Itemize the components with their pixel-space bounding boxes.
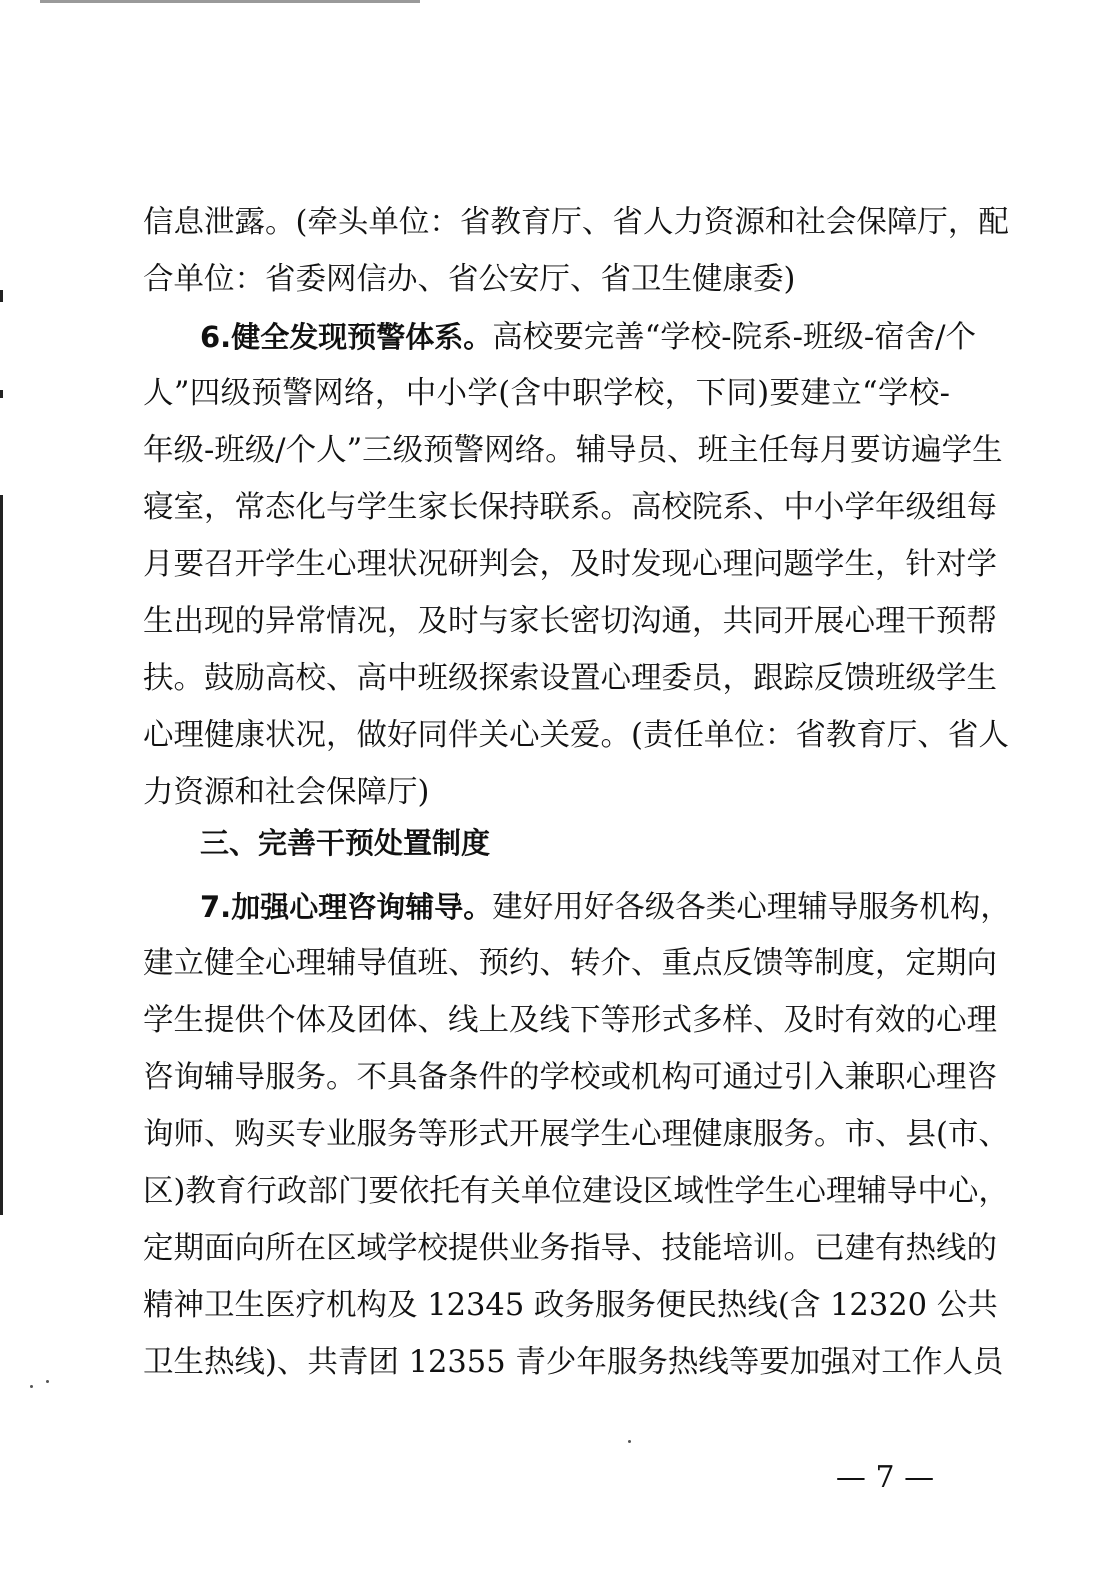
page-number: — 7 —: [835, 1460, 935, 1495]
text-line: 生出现的异常情况，及时与家长密切沟通，共同开展心理干预帮: [143, 604, 997, 639]
text-line: 定期面向所在区域学校提供业务指导、技能培训。已建有热线的: [143, 1231, 997, 1266]
scan-left-edge-mark: [0, 495, 3, 1215]
item-7-text: 建好用好各级各类心理辅导服务机构，: [492, 890, 1011, 925]
text-line: 力资源和社会保障厅): [143, 775, 430, 810]
text-line: 信息泄露。(牵头单位：省教育厅、省人力资源和社会保障厅，配: [143, 205, 1009, 240]
scan-left-edge-mark: [0, 290, 3, 302]
text-line: 学生提供个体及团体、线上及线下等形式多样、及时有效的心理: [143, 1003, 997, 1038]
text-line: 咨询辅导服务。不具备条件的学校或机构可通过引入兼职心理咨: [143, 1060, 997, 1095]
text-line: 年级-班级/个人”三级预警网络。辅导员、班主任每月要访遍学生: [143, 433, 1003, 468]
section-heading: 三、完善干预处置制度: [200, 826, 491, 860]
item-7-first-line: [200, 889, 1011, 925]
item-6-text: 高校要完善“学校-院系-班级-宿舍/个: [492, 320, 976, 355]
text-line: 心理健康状况，做好同伴关心关爱。(责任单位：省教育厅、省人: [143, 718, 1009, 753]
scan-left-edge-mark: [0, 390, 3, 398]
text-line: 询师、购买专业服务等形式开展学生心理健康服务。市、县(市、: [143, 1117, 1009, 1152]
text-line: 寝室，常态化与学生家长保持联系。高校院系、中小学年级组每: [143, 490, 997, 525]
text-line: 建立健全心理辅导值班、预约、转介、重点反馈等制度，定期向: [143, 946, 997, 981]
text-line: 月要召开学生心理状况研判会，及时发现心理问题学生，针对学: [143, 547, 997, 582]
item-6-first-line: [200, 319, 976, 355]
scan-top-smudge: [40, 0, 420, 3]
scan-speck: [30, 1385, 33, 1388]
text-line: 精神卫生医疗机构及 12345 政务服务便民热线(含 12320 公共: [143, 1288, 998, 1323]
text-line: 扶。鼓励高校、高中班级探索设置心理委员，跟踪反馈班级学生: [143, 661, 997, 696]
text-line: 人”四级预警网络，中小学(含中职学校，下同)要建立“学校-: [143, 376, 950, 411]
scan-speck: [46, 1380, 49, 1383]
scan-speck: [628, 1440, 631, 1443]
item-6-heading: 6.健全发现预警体系。: [200, 320, 493, 354]
text-line: 卫生热线)、共青团 12355 青少年服务热线等要加强对工作人员: [143, 1345, 1004, 1380]
text-line: 区)教育行政部门要依托有关单位建设区域性学生心理辅导中心，: [143, 1174, 1009, 1209]
text-line: 合单位：省委网信办、省公安厅、省卫生健康委): [143, 262, 796, 297]
item-7-heading: 7.加强心理咨询辅导。: [200, 890, 493, 924]
